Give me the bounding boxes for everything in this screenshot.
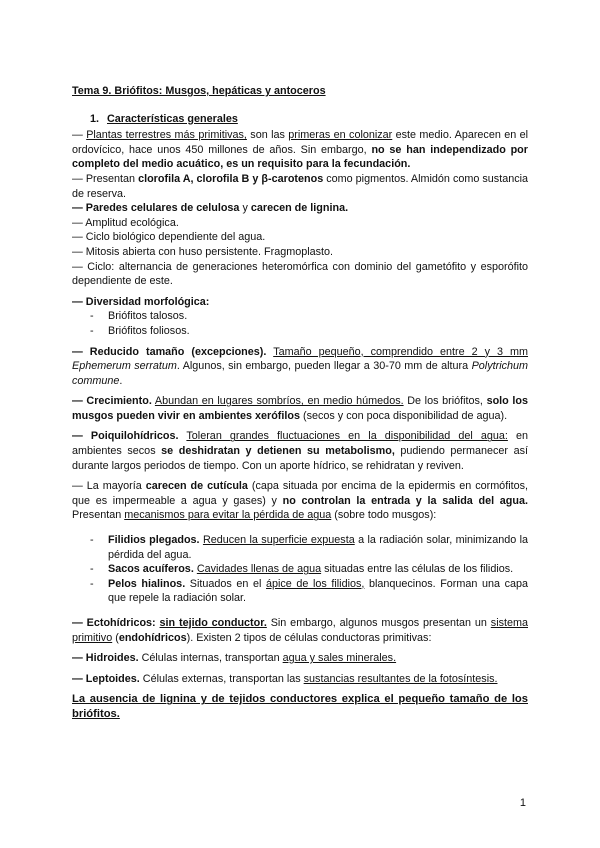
paragraph-pigmentos <box>72 172 528 201</box>
text: Sin embargo, algunos musgos presentan un <box>266 617 491 629</box>
text-bold: endohídricos <box>118 631 187 644</box>
bullet-marker: - <box>90 324 94 337</box>
text: (capa situada por encima de la epidermis en cormófitos, que es impermeable a agua y gases) y <box>72 480 528 507</box>
text: Células internas, transportan <box>138 652 283 665</box>
text: ). Existen 2 tipos de células conductoras primitivas: <box>186 631 432 644</box>
text: son las <box>246 129 289 142</box>
text: blanquecinos. Forman una capa que repele la radiación solar. <box>108 577 529 605</box>
text-underlined: sistema primitivo <box>72 617 528 644</box>
spacer <box>72 523 528 533</box>
text-bold: clorofila A, clorofila B y β-carotenos <box>138 172 324 185</box>
text-underlined: ápice de los filidios, <box>266 577 365 590</box>
text: Células externas, transportan las <box>139 672 304 685</box>
list-item <box>72 309 528 324</box>
text-bold: no se han independizado por completo del medio acuático, es un requisito para la fecundación. <box>72 143 528 171</box>
text: a la radiación solar, minimizando la pérdida del agua. <box>108 534 528 561</box>
mecanismos-list <box>72 533 528 606</box>
text-underlined: Abundan en lugares sombríos, en medio húmedos. <box>154 395 404 408</box>
text-bold: — Ectohídricos: <box>72 617 156 629</box>
text: y <box>239 202 251 215</box>
text: como pigmentos. Almidón como sustancia de reserva. <box>72 172 529 200</box>
paragraph-ciclo-biologico: — Ciclo biológico dependiente del agua. <box>72 231 266 244</box>
text: . <box>119 374 123 387</box>
text-bold: Pelos hialinos. <box>108 577 186 590</box>
bullet-marker: - <box>90 563 94 576</box>
paragraph-paredes <box>72 201 528 216</box>
section-label: Características generales <box>107 112 238 125</box>
section-heading <box>90 112 528 127</box>
text: De los briófitos, <box>403 395 487 408</box>
text: este medio. Aparecen en el ordovícico, hace unos 450 millones de años. Sin embargo, <box>72 129 529 156</box>
page-number: 1 <box>519 797 526 809</box>
text-bold: Filidios plegados. <box>108 534 200 547</box>
list-item-text: Briófitos talosos. <box>108 310 188 323</box>
document-title: Tema 9. Briófitos: Musgos, hepáticas y antoceros <box>72 85 326 97</box>
list-item <box>72 577 528 606</box>
text-bold: se deshidratan y detienen su metabolismo, <box>161 445 395 458</box>
paragraph-plantas <box>72 128 528 172</box>
bullet-marker: - <box>90 534 94 547</box>
text: ( <box>112 631 119 644</box>
text: (secos y con poca disponibilidad de agua). <box>300 409 508 422</box>
text-bold: solo los musgos pueden vivir en ambientes xerófilos <box>72 395 528 422</box>
paragraph-amplitud: — Amplitud ecológica. <box>72 216 179 229</box>
list-item-text: Briófitos foliosos. <box>108 324 190 337</box>
text: Presentan <box>72 509 125 522</box>
text-bold: — Poiquilohídricos. <box>72 430 179 443</box>
text-bold: Sacos acuíferos. <box>108 563 194 576</box>
list-item <box>72 324 528 339</box>
diversidad-heading: — Diversidad morfológica: <box>72 295 210 308</box>
paragraph-ectohidricos <box>72 616 528 645</box>
text-bold: Paredes celulares de celulosa <box>85 202 240 215</box>
text-underlined: Toleran grandes fluctuaciones en la disponibilidad del agua: <box>186 430 508 443</box>
text-bold: — Reducido tamaño (excepciones). <box>72 345 267 358</box>
diversidad-list <box>72 309 528 338</box>
spacer <box>72 606 528 616</box>
closing-statement: La ausencia de lignina y de tejidos conductores explica el pequeño tamaño de los briófitos. <box>72 693 528 721</box>
paragraph-cuticula <box>72 479 528 523</box>
text: Situados en el <box>185 577 266 590</box>
document-page <box>72 84 528 722</box>
text-bold: — Hidroides. <box>72 652 139 665</box>
text-italic: Ephemerum serratum <box>72 360 177 373</box>
paragraph-leptoides <box>72 672 528 687</box>
list-item <box>72 562 528 577</box>
bullet-marker: - <box>90 577 94 590</box>
section-number: 1. <box>90 112 100 125</box>
text: . Algunos, sin embargo, pueden llegar a 30-70 mm de altura <box>176 360 472 373</box>
text: — La mayoría <box>72 480 146 493</box>
text-bold: — <box>72 202 86 215</box>
paragraph-ciclo: — Ciclo: alternancia de generaciones heteromórfica con dominio del gametófito y esporófito dependiente de este. <box>72 260 528 288</box>
bullet-marker: - <box>90 310 94 323</box>
text-italic: Polytrichum commune <box>72 360 528 387</box>
paragraph-mitosis: — Mitosis abierta con huso persistente. Fragmoplasto. <box>72 245 334 258</box>
text-bold: carecen de cutícula <box>145 480 248 493</box>
text: — <box>72 129 87 142</box>
text-underlined: Tamaño pequeño, comprendido entre 2 y 3 mm <box>273 345 529 358</box>
text-underlined: mecanismos para evitar la pérdida de agua <box>124 509 332 522</box>
text-underlined: Plantas terrestres más primitivas, <box>86 129 247 142</box>
text-underlined: sustancias resultantes de la fotosíntesis. <box>303 672 498 685</box>
text: pudiendo permanecer así durante largos periodos de tiempo. Con un aporte hídrico, se rehidratan y reviven. <box>72 445 528 472</box>
text-bold: — Crecimiento. <box>72 395 152 408</box>
list-item <box>72 533 528 562</box>
text: situadas entre las células de los filidios. <box>321 563 514 576</box>
paragraph-tamano <box>72 345 528 389</box>
paragraph-poiquilohidricos <box>72 429 528 473</box>
text-underlined: Reducen la superficie expuesta <box>202 534 355 547</box>
text: en ambientes secos <box>72 430 529 458</box>
text-bold: no controlan la entrada y la salida del agua. <box>282 494 528 507</box>
paragraph-hidroides <box>72 651 528 666</box>
paragraph-crecimiento <box>72 394 528 423</box>
text-underlined: Cavidades llenas de agua <box>196 563 322 576</box>
text-bold: carecen de lignina. <box>250 202 349 215</box>
text-bold: — Leptoides. <box>72 672 140 685</box>
text-underlined: primeras en colonizar <box>288 129 393 142</box>
text: (sobre todo musgos): <box>331 509 437 522</box>
text-underlined: agua y sales minerales. <box>282 652 397 665</box>
text: — Presentan <box>72 172 139 185</box>
text-bold-underlined: sin tejido conductor. <box>159 617 267 629</box>
